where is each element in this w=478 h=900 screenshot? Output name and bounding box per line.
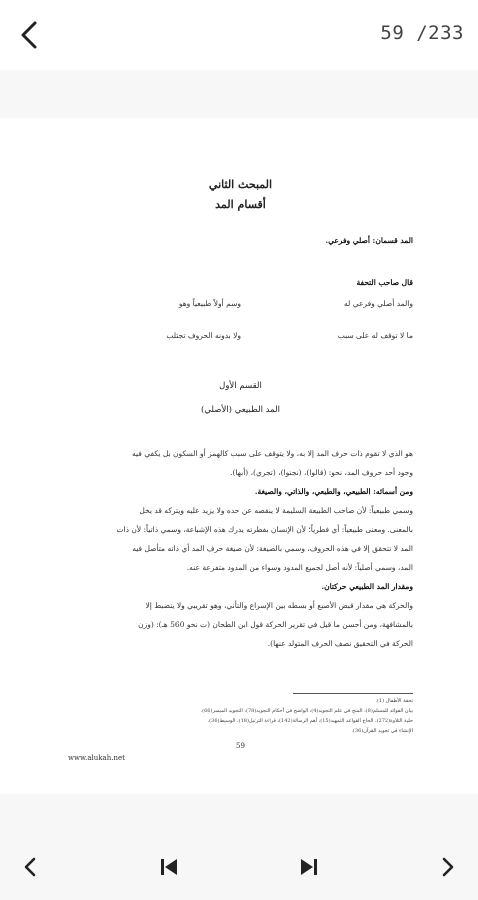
last-page-button[interactable]	[290, 848, 328, 886]
verse-1-first-half: والمد أصلي وفرعي له	[344, 299, 413, 308]
previous-page-button[interactable]	[11, 848, 49, 886]
paragraph-line: هو الذي لا تقوم ذات حرف المد إلا به، ولا يتوقف على سبب كالهمز أو السكون بل يكفي فيه	[131, 449, 413, 458]
viewer-gutter-bottom	[0, 794, 478, 834]
paragraph-line: المد لا تتحقق إلا في هذه الحروف، وسمي بالصيغة: لأن صيغة حرف المد أي ذاته متأصل فيه	[132, 544, 413, 553]
skip-to-start-icon	[159, 857, 179, 877]
footnote-divider	[293, 693, 413, 694]
chevron-left-icon	[19, 20, 39, 50]
skip-to-end-icon	[299, 857, 319, 877]
paragraph-line: ومن أسمائه: الطبيعي، والطبعي، والذاتي، والصيغة.	[254, 487, 413, 496]
section-title: المبحث الثاني	[208, 178, 273, 191]
chevron-right-icon	[441, 857, 455, 877]
top-bar	[0, 0, 478, 70]
pdf-page-content	[68, 118, 413, 794]
page-counter: 59 /233	[380, 22, 464, 44]
viewer-gutter-top	[0, 70, 478, 118]
paragraph-line: وجود أحد حروف المد، نحو: (قالوا)، (نجنوا)، (تجري)، (أبها).	[230, 468, 413, 477]
verse-2-second-half: ولا بدونه الحروف تجتلب	[166, 331, 241, 340]
part-subtitle: المد الطبيعي (الأصلي)	[201, 405, 280, 415]
footnote: بيان الفوائد للمسلم(8)، المنح في علم التجويد(4)، الواضح في أحكام التجويد(78)، التجويد الميسر(66).	[200, 708, 413, 714]
first-page-button[interactable]	[150, 848, 188, 886]
paragraph-line: بالمعنى. ومعنى طبيعياً: أي فطرياً؛ لأن الإنسان بفطرته يدرك هذه الإشباعة، وسمي ذاتياً: لأن ذات	[116, 525, 413, 534]
website-footer: www.alukah.net	[68, 754, 125, 762]
footnote: حلية التلاوة(272)، الحاح القواعد التمهيد(15)، أهم الرسالة(142)، قراءة الترتيل(18)، الوسيط(36).	[207, 718, 413, 724]
verse-1-second-half: وسم أولاً طبيعياً وهو	[178, 299, 241, 308]
chevron-left-icon	[23, 857, 37, 877]
intro-line: المد قسمان: أصلي وفرعي.	[325, 236, 413, 245]
footnote: الإنشاء في تجويد القرآن(36).	[351, 728, 413, 734]
next-page-button[interactable]	[429, 848, 467, 886]
paragraph-line: وسمي طبيعياً: لأن صاحب الطبيعة السليمة لا ينقصه عن حده ولا يزيد عليه ويتركه قد يخل	[139, 506, 413, 515]
back-button[interactable]	[14, 18, 44, 52]
tuhfa-label: قال صاحب التحفة	[356, 278, 413, 287]
paragraph-line: المد، وسمي أصلياً: لأنه أصل لجميع المدود وسواء من المدود متفرعة عنه.	[186, 563, 413, 572]
body-text	[68, 444, 413, 653]
verse-2-first-half: ما لا توقف له على سبب	[337, 331, 413, 340]
pdf-page[interactable]	[0, 118, 478, 794]
part-title: القسم الأول	[219, 381, 262, 391]
footnote: تحفة الأطفال (1).	[375, 698, 413, 704]
paragraph-line: بالمشافهة، ومن أحسن ما قيل في تقرير الحركة قول ابن الطحان (ت نحو 560 هـ): (وزن	[138, 620, 413, 629]
paragraph-line: والحركة هي مقدار قبض الأصبع أو بسطه بين الإسراع والتأني، وهو تقريبي ولا ينضبط إلا	[145, 601, 413, 610]
paragraph-line: ومقدار المد الطبيعي حركتان.	[321, 582, 413, 591]
paragraph-line: الحركة في التحقيق نصف الحرف المتولد عنها).	[267, 639, 413, 648]
bottom-nav-bar	[0, 834, 478, 900]
section-subtitle: أقسام المد	[215, 198, 266, 211]
pdf-page-number: 59	[236, 742, 245, 750]
